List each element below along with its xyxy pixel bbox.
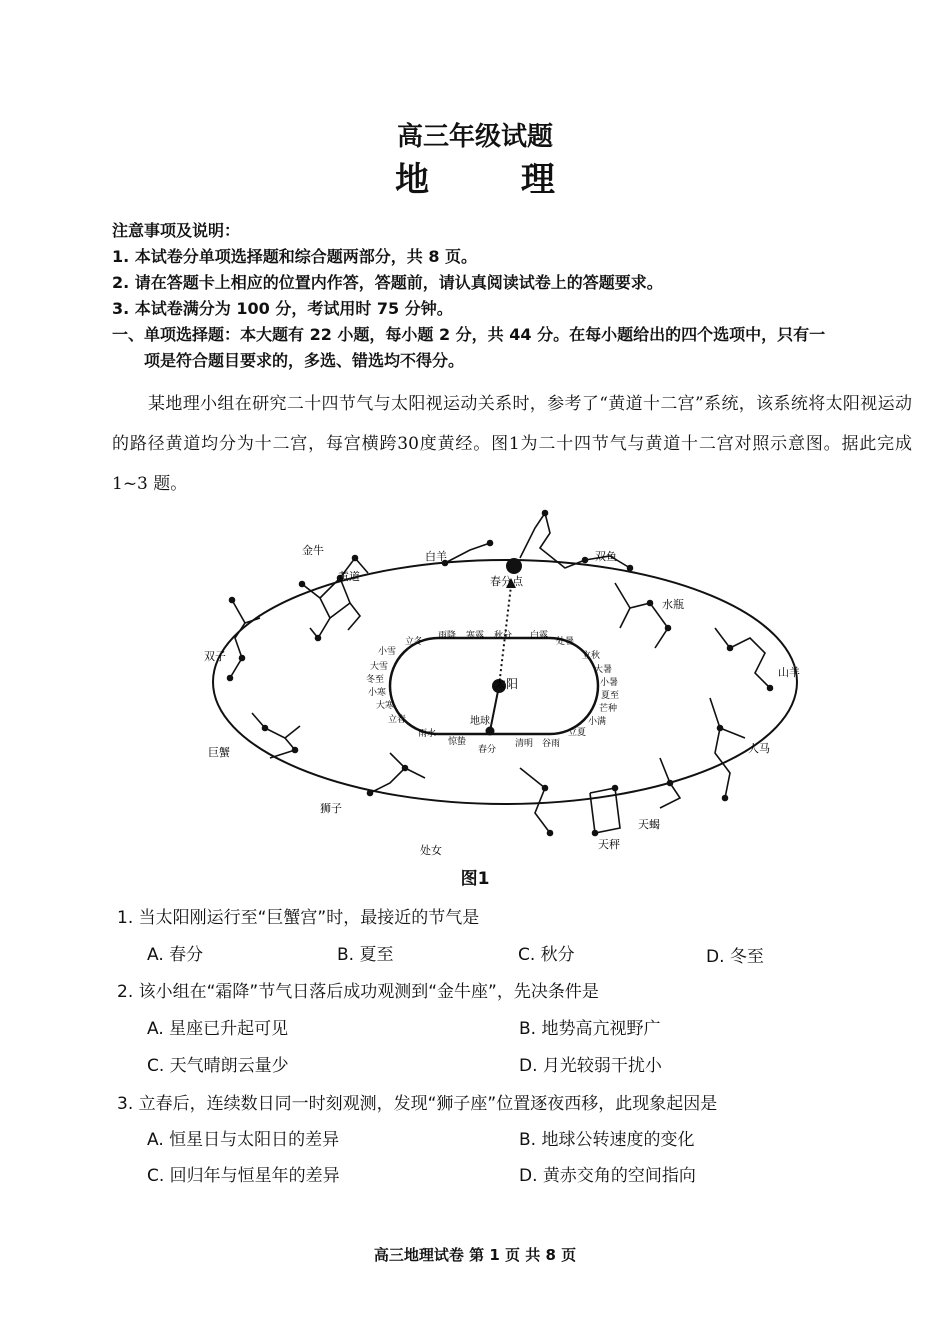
term-label: 白露 [530, 631, 549, 641]
earth-label: 地球 [470, 716, 490, 727]
page-footer: 高三地理试卷 第 1 页 共 8 页 [373, 1246, 577, 1264]
question-2-option-b[interactable]: B. 地势高亢视野广 [519, 1019, 661, 1039]
question-2-option-d[interactable]: D. 月光较弱干扰小 [519, 1056, 662, 1076]
term-label: 处暑 [556, 637, 575, 647]
subject-title: 地 理 [395, 160, 595, 200]
question-3-stem: 3. 立春后，连续数日同一时刻观测，发现“狮子座”位置逐夜西移，此现象起因是 [117, 1094, 718, 1114]
question-3-option-d[interactable]: D. 黄赤交角的空间指向 [519, 1166, 696, 1186]
instruction-item: 3. 本试卷满分为 100 分，考试用时 75 分钟。 [112, 299, 453, 318]
question-2-option-a[interactable]: A. 星座已升起可见 [147, 1019, 289, 1039]
label-taurus: 金牛 [302, 544, 324, 557]
label-virgo: 处女 [420, 844, 442, 857]
question-1-option-d[interactable]: D. 冬至 [706, 947, 764, 967]
question-1-option-b[interactable]: B. 夏至 [337, 945, 394, 965]
term-label: 芒种 [599, 704, 618, 714]
term-label: 雨水 [418, 729, 437, 739]
ecliptic-label: 黄道 [338, 570, 360, 583]
instruction-item: 2. 请在答题卡上相应的位置内作答，答题前，请认真阅读试卷上的答题要求。 [112, 273, 663, 292]
sun-label: 太阳 [494, 677, 519, 691]
figure-1 [190, 488, 820, 858]
term-label: 秋分 [494, 631, 513, 641]
term-label: 雨降 [438, 631, 457, 641]
label-cancer: 巨蟹 [208, 746, 230, 759]
term-label: 惊蛰 [448, 737, 467, 747]
zodiac-diagram [190, 488, 820, 858]
instruction-item: 1. 本试卷分单项选择题和综合题两部分，共 8 页。 [112, 247, 478, 266]
question-3-option-b[interactable]: B. 地球公转速度的变化 [519, 1130, 695, 1150]
term-label: 冬至 [366, 675, 385, 685]
label-aquarius: 水瓶 [662, 598, 684, 611]
question-3-option-c[interactable]: C. 回归年与恒星年的差异 [147, 1166, 340, 1186]
label-leo: 狮子 [320, 802, 342, 815]
instructions [112, 218, 663, 322]
term-label: 清明 [515, 739, 534, 749]
question-3-option-a[interactable]: A. 恒星日与太阳日的差异 [147, 1130, 340, 1150]
term-label: 立春 [388, 715, 407, 725]
question-2-stem: 2. 该小组在“霜降”节气日落后成功观测到“金牛座”，先决条件是 [117, 982, 599, 1002]
term-label: 小雪 [378, 647, 397, 657]
term-label: 立秋 [582, 651, 601, 661]
label-capricorn: 山羊 [778, 666, 800, 679]
vernal-equinox-dot [506, 558, 522, 574]
term-label: 小满 [588, 717, 607, 727]
label-scorpio: 天蝎 [638, 818, 660, 831]
earth-sun-line [490, 686, 499, 731]
question-1-option-a[interactable]: A. 春分 [147, 945, 204, 965]
section-heading-line2: 项是符合题目要求的，多选、错选均不得分。 [144, 351, 465, 370]
question-1-option-c[interactable]: C. 秋分 [518, 945, 575, 965]
term-label: 小寒 [368, 688, 387, 698]
term-label: 立夏 [568, 728, 587, 738]
term-label: 谷雨 [542, 739, 561, 749]
term-label: 寒露 [466, 631, 485, 641]
figure-caption: 图1 [460, 869, 490, 889]
label-sagittarius: 人马 [748, 742, 770, 755]
label-gemini: 双子 [204, 650, 226, 663]
question-2-option-c[interactable]: C. 天气晴朗云量少 [147, 1056, 289, 1076]
term-label: 立冬 [405, 637, 424, 647]
term-label: 大暑 [594, 665, 613, 675]
term-label: 大雪 [370, 662, 389, 672]
equinox-point-label: 春分点 [490, 575, 523, 588]
label-aries: 白羊 [425, 550, 447, 563]
term-label: 夏至 [601, 691, 620, 701]
term-label: 小暑 [600, 678, 619, 688]
question-intro: 某地理小组在研究二十四节气与太阳视运动关系时，参考了“黄道十二宫”系统，该系统将太阳视运动的路径黄道均分为十二宫，每宫横跨30度黄经。图1为二十四节气与黄道十二宫对照示意图。据此完成 1~3 题。 [112, 394, 912, 494]
question-1-stem: 1. 当太阳刚运行至“巨蟹宫”时，最接近的节气是 [117, 908, 480, 928]
label-libra: 天秤 [598, 838, 620, 851]
term-label: 大寒 [376, 701, 395, 711]
term-label: 春分 [478, 745, 497, 755]
section-heading-line1: 一、单项选择题：本大题有 22 小题，每小题 2 分，共 44 分。在每小题给出的四个选项中，只有一 [112, 325, 826, 344]
section-heading [112, 322, 912, 374]
label-pisces: 双鱼 [595, 550, 617, 563]
exam-title: 高三年级试题 [396, 122, 553, 152]
instructions-heading: 注意事项及说明： [112, 221, 241, 240]
